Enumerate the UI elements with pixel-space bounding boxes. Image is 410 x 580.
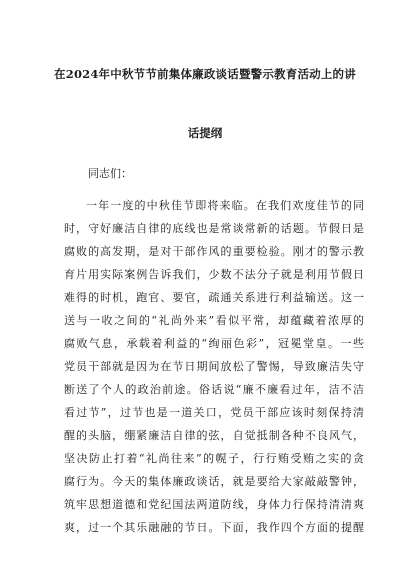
text-line: 坚决防止打着“礼尚往来”的幌子，行行贿受贿之实的贪 (64, 452, 364, 465)
text-line: 一年一度的中秋佳节即将来临。在我们欢度佳节的同 (86, 199, 364, 212)
text-line: 断送了个人的政治前途。俗话说“廉不廉看过年，洁不洁 (64, 383, 364, 396)
document-title: 在2024年中秋节节前集体廉政谈话暨警示教育活动上的讲 (54, 67, 356, 81)
text-line: 看过节”，过节也是一道关口，党员干部应该时刻保持清 (64, 406, 364, 419)
text-line: 育片用实际案例告诉我们，少数不法分子就是利用节假日 (64, 268, 364, 281)
text-line: 腐行为。今天的集体廉政谈话，就是要给大家敲敲警钟， (64, 475, 364, 488)
greeting: 同志们： (88, 167, 132, 180)
text-line: 腐败的高发期，是对干部作风的重要检验。刚才的警示教 (64, 245, 364, 258)
text-line: 爽，过一个其乐融融的节日。下面，我作四个方面的提醒 (64, 521, 364, 534)
text-line: 党员干部就是因为在节日期间放松了警惕，导致廉洁失守 (64, 360, 364, 373)
text-line: 难得的时机，跑官、要官，疏通关系进行利益输送。这一 (64, 291, 364, 304)
text-line: 腐败气息，承载着利益的“绚丽色彩”，冠冕堂皇。一些 (64, 337, 364, 350)
text-line: 醒的头脑，绷紧廉洁自律的弦，自觉抵制各种不良风气， (64, 429, 364, 442)
text-line: 时，守好廉洁自律的底线也是常谈常新的话题。节假日是 (64, 222, 364, 235)
body-text (64, 194, 364, 539)
text-line: 筑牢思想道德和党纪国法两道防线，身体力行保持清清爽 (64, 498, 364, 511)
document-subtitle: 话提纲 (187, 126, 223, 140)
text-line: 送与一收之间的“礼尚外来”看似平常，却蕴藏着浓厚的 (64, 314, 364, 327)
